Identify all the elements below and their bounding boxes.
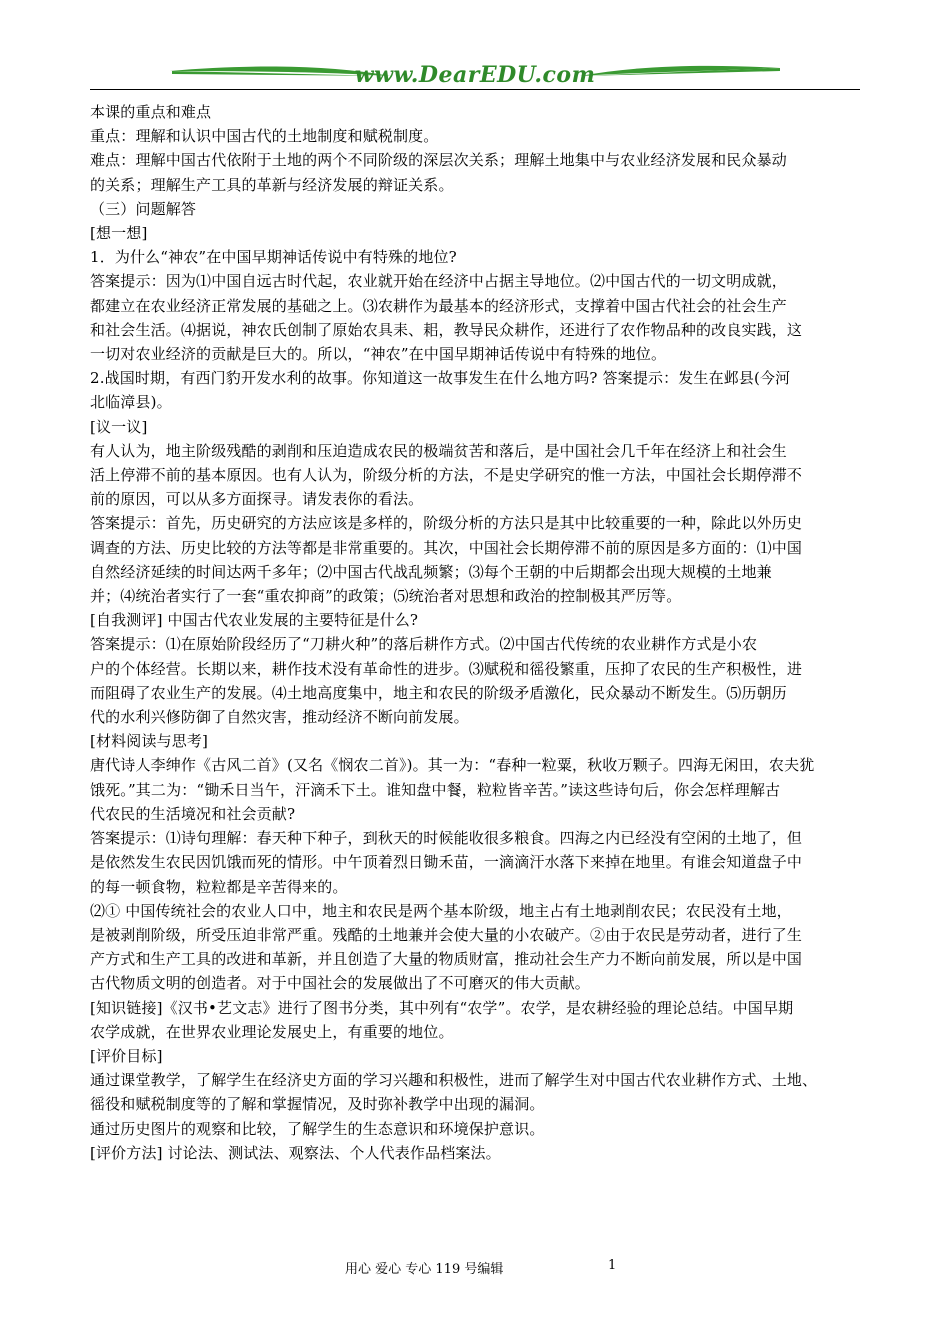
text-line: [想一想] [90, 224, 148, 243]
text-line: 徭役和赋税制度等的了解和掌握情况，及时弥补教学中出现的漏洞。 [90, 1095, 545, 1114]
text-line: 答案提示：首先，历史研究的方法应该是多样的，阶级分析的方法只是其中比较重要的一种，除此以外历史 [90, 514, 803, 533]
text-line: 农学成就，在世界农业理论发展史上，有重要的地位。 [90, 1022, 454, 1041]
text-line: 答案提示：⑴在原始阶段经历了“刀耕火种”的落后耕作方式。⑵中国古代传统的农业耕作方式是小农 [90, 635, 758, 654]
text-line: [知识链接]《汉书•艺文志》进行了图书分类，其中列有“农学”。农学，是农耕经验的理论总结。中国早期 [90, 998, 794, 1017]
text-line: 通过课堂教学，了解学生在经济史方面的学习兴趣和积极性，进而了解学生对中国古代农业耕作方式、土地、 [90, 1071, 818, 1090]
text-line: 代农民的生活境况和社会贡献? [90, 804, 296, 823]
text-line: 活上停滞不前的基本原因。也有人认为，阶级分析的方法，不是史学研究的惟一方法，中国社会长期停滞不 [90, 466, 803, 485]
text-line: ⑵① 中国传统社会的农业人口中，地主和农民是两个基本阶级，地主占有土地剥削农民；农民没有土地， [90, 901, 792, 920]
text-line: 通过历史图片的观察和比较，了解学生的生态意识和环境保护意识。 [90, 1119, 545, 1138]
text-line: [评价方法] 讨论法、测试法、观察法、个人代表作品档案法。 [90, 1143, 501, 1162]
text-line: 答案提示：⑴诗句理解：春天种下种子，到秋天的时候能收很多粮食。四海之内已经没有空闲的土地了，但 [90, 829, 803, 848]
header-divider [90, 89, 860, 90]
text-line: 1．为什么“神农”在中国早期神话传说中有特殊的地位? [90, 248, 457, 267]
text-line: 古代物质文明的创造者。对于中国社会的发展做出了不可磨灭的伟大贡献。 [90, 974, 590, 993]
text-line: 的关系；理解生产工具的革新与经济发展的辩证关系。 [90, 175, 454, 194]
text-line: [材料阅读与思考] [90, 732, 209, 751]
text-line: 一切对农业经济的贡献是巨大的。所以，“神农”在中国早期神话传说中有特殊的地位。 [90, 345, 667, 364]
text-line: 并；⑷统治者实行了一套“重农抑商”的政策；⑸统治者对思想和政治的控制极其严厉等。 [90, 587, 682, 606]
text-line: 户的个体经营。长期以来，耕作技术没有革命性的进步。⑶赋税和徭役繁重，压抑了农民的生产积极性，进 [90, 659, 803, 678]
text-line: 难点：理解中国古代依附于土地的两个不同阶级的深层次关系；理解土地集中与农业经济发展和民众暴动 [90, 151, 787, 170]
text-line: [议一议] [90, 417, 148, 436]
text-line: 的每一顿食物，粒粒都是辛苦得来的。 [90, 877, 348, 896]
text-line: 而阻碍了农业生产的发展。⑷土地高度集中，地主和农民的阶级矛盾激化，民众暴动不断发生。⑸历朝历 [90, 683, 787, 702]
text-line: （三）问题解答 [90, 199, 197, 218]
text-line: [评价目标] [90, 1046, 163, 1065]
text-line: 代的水利兴修防御了自然灾害，推动经济不断向前发展。 [90, 708, 469, 727]
text-line: 重点：理解和认识中国古代的土地制度和赋税制度。 [90, 127, 439, 146]
text-line: 自然经济延续的时间达两千多年；⑵中国古代战乱频繁；⑶每个王朝的中后期都会出现大规模的土地兼 [90, 562, 772, 581]
text-line: 2.战国时期，有西门豹开发水利的故事。你知道这一故事发生在什么地方吗? 答案提示：发生在邺县(今河 [90, 369, 791, 388]
text-line: 调查的方法、历史比较的方法等都是非常重要的。其次，中国社会长期停滞不前的原因是多方面的：⑴中国 [90, 538, 803, 557]
text-line: 是被剥削阶级，所受压迫非常严重。残酷的土地兼并会使大量的小农破产。②由于农民是劳动者，进行了生 [90, 925, 803, 944]
text-line: [自我测评] 中国古代农业发展的主要特征是什么? [90, 611, 419, 630]
document-body [90, 100, 860, 1165]
text-line: 和社会生活。⑷据说，神农氏创制了原始农具耒、耜，教导民众耕作，还进行了农作物品种的改良实践，这 [90, 320, 803, 339]
text-line: 本课的重点和难点 [90, 103, 212, 121]
footer-text: 用心 爱心 专心 119 号编辑 [345, 1262, 504, 1277]
page-footer [0, 1258, 950, 1280]
text-line: 饿死。”其二为：“锄禾日当午，汗滴禾下土。谁知盘中餐，粒粒皆辛苦。”读这些诗句后，你会怎样理解古 [90, 780, 781, 799]
text-line: 北临漳县)。 [90, 393, 172, 412]
site-logo-text: www.DearEDU.com [354, 62, 596, 88]
text-line: 是依然发生农民因饥饿而死的情形。中午顶着烈日锄禾苗，一滴滴汗水落下来掉在地里。有谁会知道盘子中 [90, 853, 803, 872]
text-line: 都建立在农业经济正常发展的基础之上。⑶农耕作为最基本的经济形式，支撑着中国古代社会的社会生产 [90, 296, 787, 315]
text-line: 产方式和生产工具的改进和革新，并且创造了大量的物质财富，推动社会生产力不断向前发展，所以是中国 [90, 950, 803, 969]
text-line: 有人认为，地主阶级残酷的剥削和压迫造成农民的极端贫苦和落后，是中国社会几千年在经济上和社会生 [90, 441, 787, 460]
text-line: 唐代诗人李绅作《古风二首》(又名《悯农二首》)。其一为：“春种一粒粟，秋收万颗子。四海无闲田，农夫犹 [90, 756, 815, 775]
text-line: 前的原因，可以从多方面探寻。请发表你的看法。 [90, 490, 424, 509]
page-number: 1 [608, 1258, 617, 1273]
page-header [90, 56, 860, 96]
text-line: 答案提示：因为⑴中国自远古时代起，农业就开始在经济中占据主导地位。⑵中国古代的一切文明成就， [90, 272, 787, 291]
